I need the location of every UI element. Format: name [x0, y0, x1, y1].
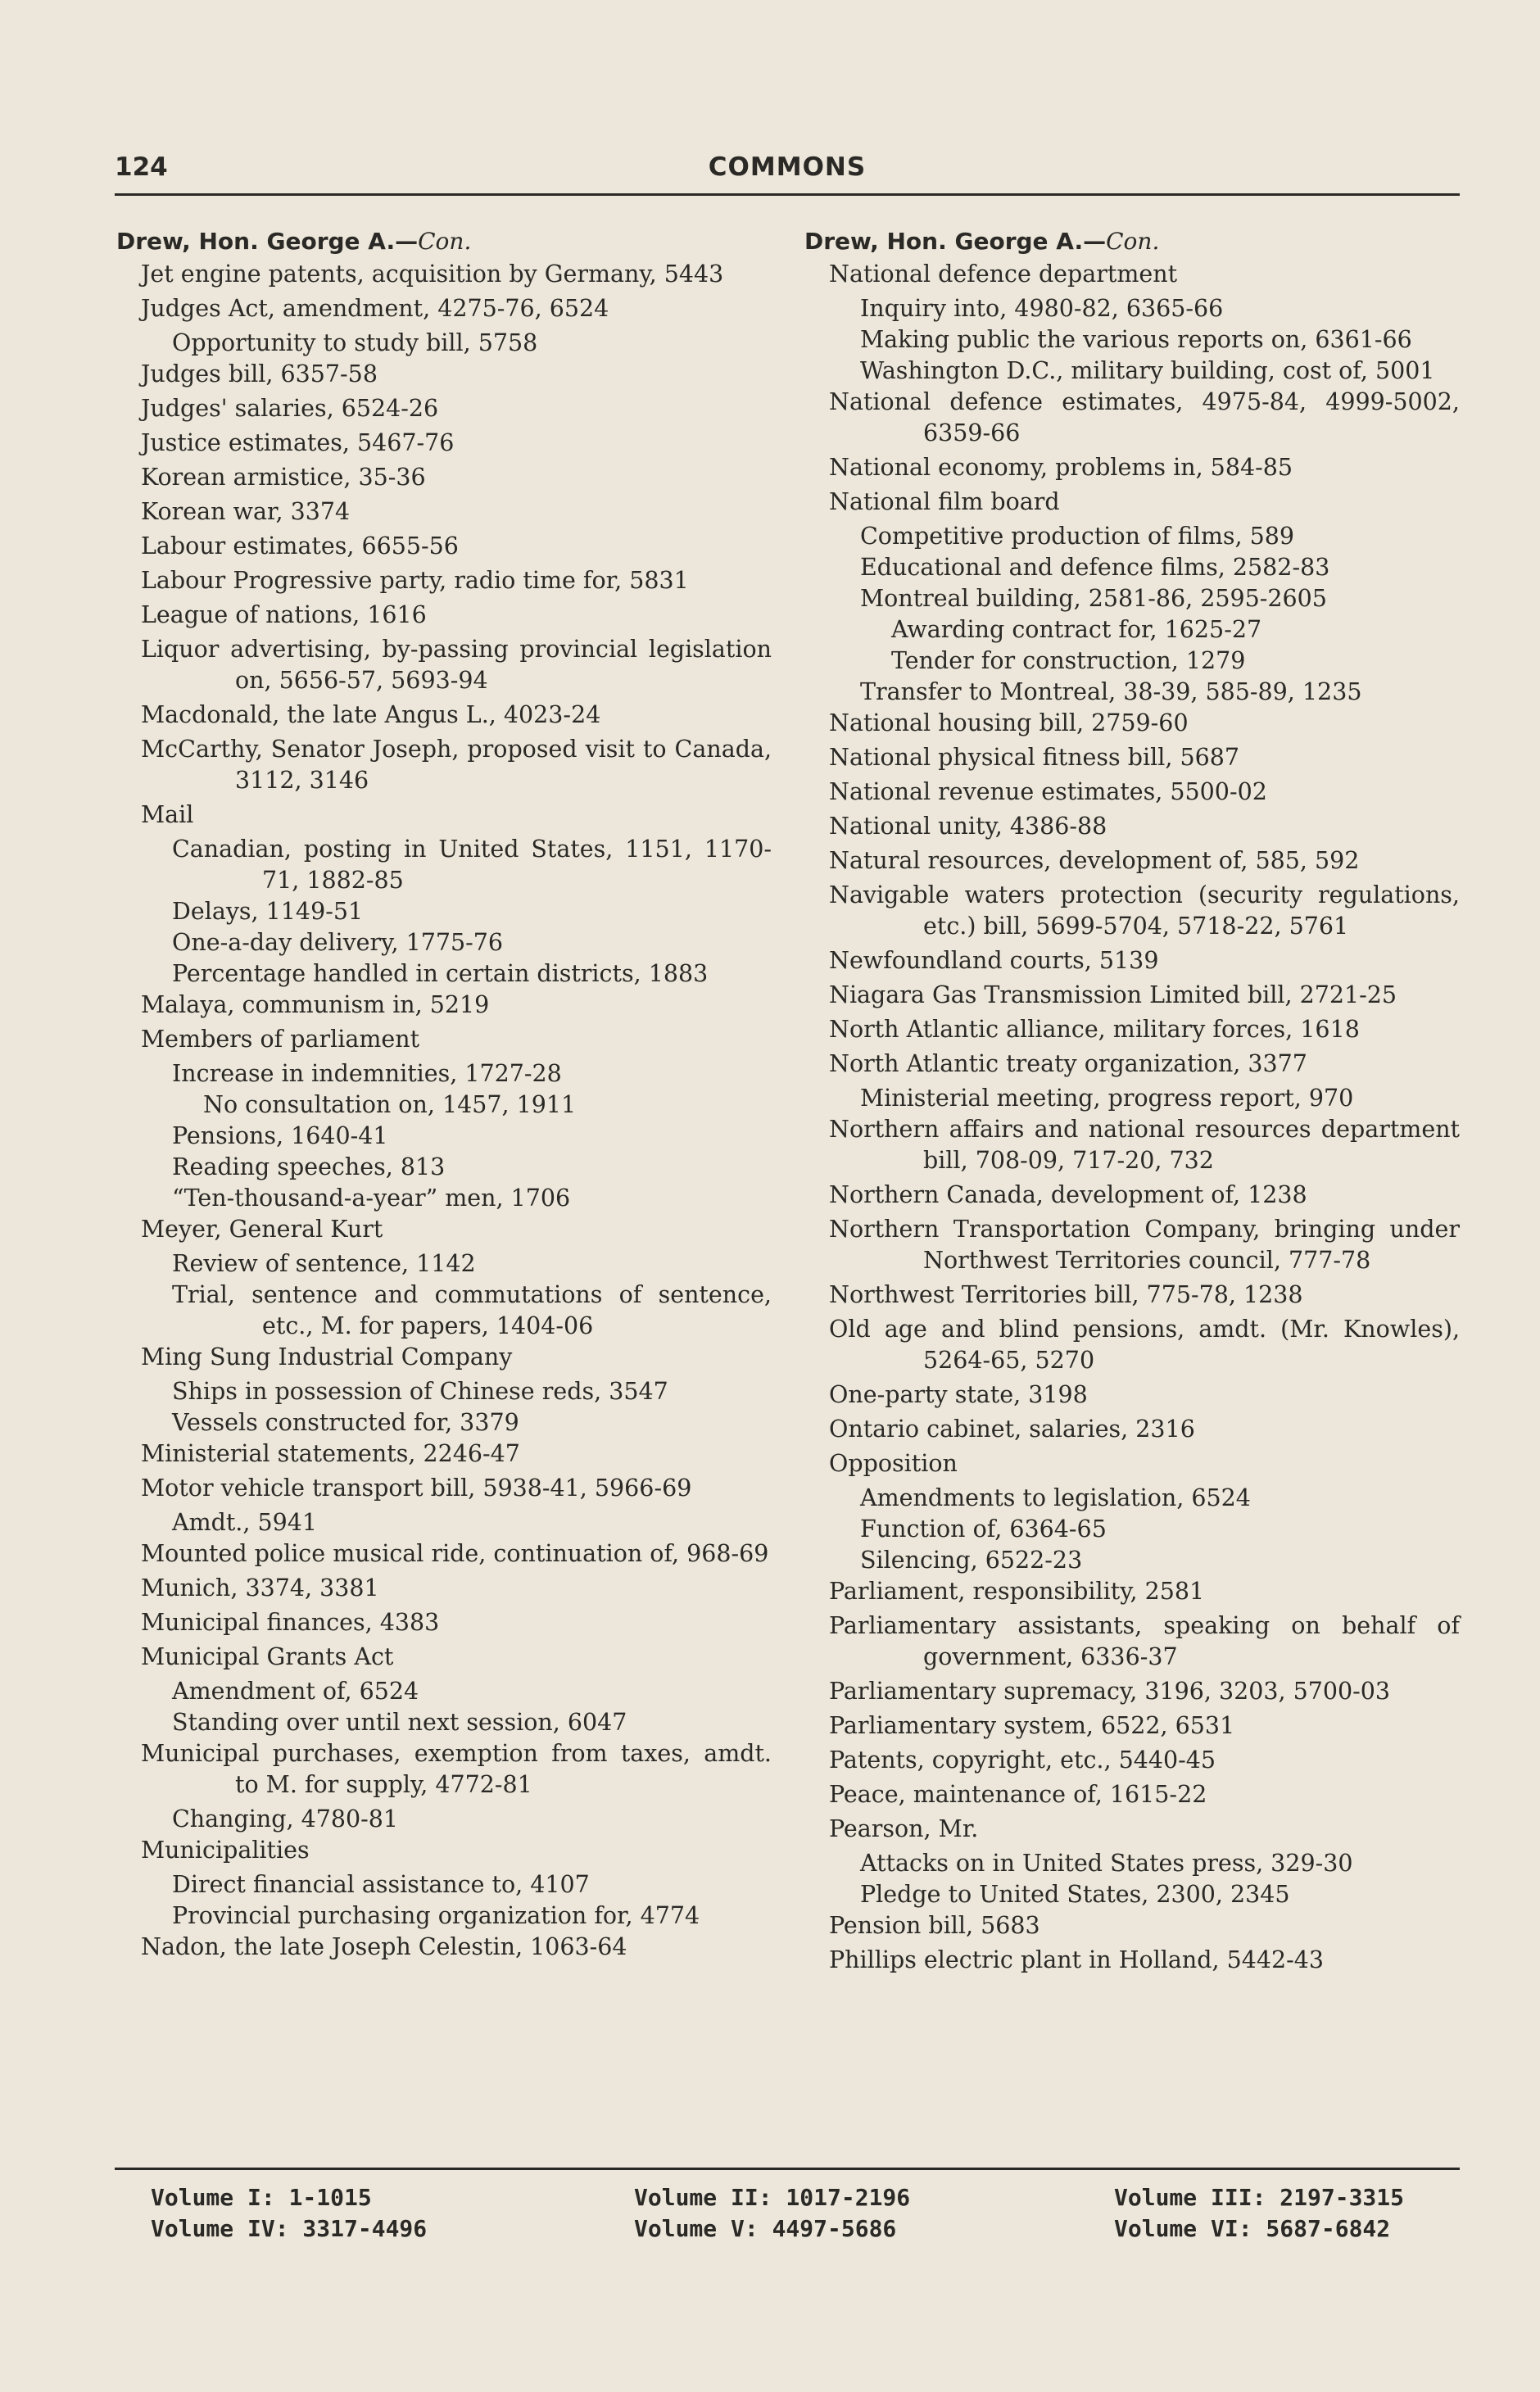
index-entry: Standing over until next session, 6047 [172, 1709, 627, 1736]
index-entry: Review of sentence, 1142 [172, 1250, 476, 1277]
index-entry: National physical fitness bill, 5687 [829, 744, 1239, 771]
index-entry: Function of, 6364-65 [860, 1515, 1107, 1543]
index-entry: “Ten-thousand-a-year” men, 1706 [172, 1185, 571, 1212]
index-entry: National revenue estimates, 5500-02 [829, 778, 1267, 805]
index-entry: Parliamentary assistants, speaking on behalf of government, 6336-37 [829, 1612, 1460, 1670]
index-entry: Motor vehicle transport bill, 5938-41, 5966-69 [141, 1475, 692, 1502]
heading-continuation: Con. [1106, 228, 1160, 255]
index-entry: Meyer, General Kurt [141, 1216, 383, 1243]
index-entry: Competitive production of films, 589 [860, 523, 1295, 550]
index-entry: Judges bill, 6357-58 [141, 360, 378, 387]
index-entry: Natural resources, development of, 585, 592 [829, 847, 1360, 874]
index-entry: Niagara Gas Transmission Limited bill, 2721-25 [829, 981, 1397, 1008]
index-entry: Washington D.C., military building, cost of, 5001 [860, 357, 1435, 384]
index-entry: Old age and blind pensions, amdt. (Mr. Knowles), 5264-65, 5270 [829, 1316, 1460, 1374]
column-heading: Drew, Hon. George A.—Con. [804, 228, 1160, 255]
volume-range: Volume VI: 5687-6842 [1114, 2215, 1391, 2242]
index-entry: National housing bill, 2759-60 [829, 709, 1189, 736]
volume-range: Volume I: 1-1015 [151, 2184, 372, 2211]
volume-range: Volume V: 4497-5686 [634, 2215, 897, 2242]
index-entry: Northwest Territories bill, 775-78, 1238 [829, 1281, 1303, 1308]
volume-range: Volume IV: 3317-4496 [151, 2215, 428, 2242]
index-entry: Municipal purchases, exemption from taxes, amdt. to M. for supply, 4772-81 [141, 1740, 772, 1798]
index-entry: Ships in possession of Chinese reds, 3547 [172, 1378, 668, 1405]
index-entry: National film board [829, 488, 1060, 515]
index-entry: Liquor advertising, by-passing provincial legislation on, 5656-57, 5693-94 [141, 636, 772, 694]
index-entry: Northern Transportation Company, bringing under Northwest Territories council, 777-78 [829, 1216, 1460, 1274]
index-entry: Malaya, communism in, 5219 [141, 991, 490, 1018]
index-entry: Direct financial assistance to, 4107 [172, 1871, 590, 1898]
index-entry: National unity, 4386-88 [829, 813, 1107, 840]
index-entry: Canadian, posting in United States, 1151, 1170-71, 1882-85 [172, 836, 772, 894]
heading-continuation: Con. [418, 228, 472, 255]
column-heading: Drew, Hon. George A.—Con. [116, 228, 472, 255]
index-entry: Silencing, 6522-23 [860, 1547, 1083, 1574]
index-entry: North Atlantic alliance, military forces, 1618 [829, 1016, 1360, 1043]
index-entry: Reading speeches, 813 [172, 1153, 446, 1180]
index-entry: Mounted police musical ride, continuation of, 968-69 [141, 1540, 769, 1567]
index-entry: Pledge to United States, 2300, 2345 [860, 1881, 1290, 1908]
index-entry: Munich, 3374, 3381 [141, 1574, 379, 1601]
index-entry: Ontario cabinet, salaries, 2316 [829, 1416, 1195, 1443]
index-entry: Ming Sung Industrial Company [141, 1343, 513, 1370]
index-entry: Delays, 1149-51 [172, 898, 364, 925]
volume-range: Volume II: 1017-2196 [634, 2184, 911, 2211]
index-entry: Parliament, responsibility, 2581 [829, 1578, 1205, 1605]
index-entry: Pension bill, 5683 [829, 1912, 1040, 1939]
index-entry: Macdonald, the late Angus L., 4023-24 [141, 701, 601, 728]
index-entry: Amendment of, 6524 [172, 1678, 419, 1705]
heading-name: Drew, Hon. George A. [804, 228, 1084, 255]
index-entry: Judges Act, amendment, 4275-76, 6524 [141, 295, 609, 322]
index-entry: Vessels constructed for, 3379 [172, 1409, 519, 1436]
heading-name: Drew, Hon. George A. [116, 228, 396, 255]
index-entry: National defence department [829, 260, 1178, 288]
index-entry: Increase in indemnities, 1727-28 [172, 1060, 562, 1087]
index-entry: Patents, copyright, etc., 5440-45 [829, 1746, 1216, 1774]
index-entries [829, 259, 1460, 1976]
index-entry: Municipal finances, 4383 [141, 1609, 440, 1636]
index-entry: Parliamentary system, 6522, 6531 [829, 1712, 1235, 1739]
index-entry: League of nations, 1616 [141, 601, 427, 628]
index-entry: North Atlantic treaty organization, 3377 [829, 1050, 1307, 1077]
index-entry: McCarthy, Senator Joseph, proposed visit to Canada, 3112, 3146 [141, 736, 772, 794]
page-number: 124 [115, 152, 168, 182]
index-entry: Opportunity to study bill, 5758 [172, 329, 538, 356]
index-entry: Amdt., 5941 [172, 1509, 318, 1536]
right-column [804, 226, 1460, 1979]
header-rule [115, 193, 1460, 196]
index-entry: Korean armistice, 35-36 [141, 464, 426, 491]
index-entry: Nadon, the late Joseph Celestin, 1063-64 [141, 1933, 627, 1960]
index-entry: Montreal building, 2581-86, 2595-2605 [860, 585, 1327, 612]
index-entry: Changing, 4780-81 [172, 1805, 399, 1833]
index-entry: National economy, problems in, 584-85 [829, 454, 1293, 481]
page-title: COMMONS [708, 152, 867, 182]
index-entry: Tender for construction, 1279 [891, 647, 1246, 674]
index-entry: Inquiry into, 4980-82, 6365-66 [860, 295, 1224, 322]
index-entry: Labour Progressive party, radio time for, 5831 [141, 567, 689, 594]
index-entry: National defence estimates, 4975-84, 4999-5002, 6359-66 [829, 388, 1460, 446]
index-entry: Newfoundland courts, 5139 [829, 947, 1159, 974]
index-entry: Municipal Grants Act [141, 1643, 394, 1670]
index-entry: Parliamentary supremacy, 3196, 3203, 5700-03 [829, 1678, 1391, 1705]
index-entry: Justice estimates, 5467-76 [141, 429, 455, 456]
index-entry: Navigable waters protection (security regulations, etc.) bill, 5699-5704, 5718-22, 5761 [829, 881, 1460, 940]
index-entry: Northern affairs and national resources department bill, 708-09, 717-20, 732 [829, 1116, 1460, 1174]
index-entry: Municipalities [141, 1837, 310, 1864]
index-entry: Transfer to Montreal, 38-39, 585-89, 1235 [860, 678, 1362, 705]
page-header [115, 152, 1460, 192]
index-entry: Members of parliament [141, 1026, 420, 1053]
index-entry: Ministerial statements, 2246-47 [141, 1440, 520, 1467]
index-entry: Trial, sentence and commutations of sentence, etc., M. for papers, 1404-06 [172, 1281, 772, 1339]
index-entry: Percentage handled in certain districts, 1883 [172, 960, 709, 987]
index-entry: Awarding contract for, 1625-27 [891, 616, 1262, 643]
index-entry: Attacks on in United States press, 329-30 [860, 1850, 1353, 1877]
index-entry: Judges' salaries, 6524-26 [141, 395, 439, 422]
index-entry: Educational and defence films, 2582-83 [860, 554, 1330, 581]
index-entry: One-party state, 3198 [829, 1381, 1088, 1408]
index-entry: Pearson, Mr. [829, 1815, 979, 1842]
index-entry: Ministerial meeting, progress report, 970 [860, 1085, 1354, 1112]
index-entry: Labour estimates, 6655-56 [141, 532, 459, 559]
footer-rule [115, 2168, 1460, 2170]
index-entry: Phillips electric plant in Holland, 5442-43 [829, 1946, 1325, 1973]
index-entry: Provincial purchasing organization for, 4774 [172, 1902, 700, 1929]
left-column [116, 226, 772, 1966]
index-entry: Mail [141, 801, 194, 828]
index-entry: Northern Canada, development of, 1238 [829, 1181, 1307, 1208]
volume-range: Volume III: 2197-3315 [1114, 2184, 1405, 2211]
index-entry: One-a-day delivery, 1775-76 [172, 929, 504, 956]
index-entry: Jet engine patents, acquisition by Germany, 5443 [141, 260, 724, 288]
index-entry: Pensions, 1640-41 [172, 1122, 388, 1149]
index-entry: Amendments to legislation, 6524 [860, 1484, 1251, 1511]
index-entry: No consultation on, 1457, 1911 [203, 1091, 577, 1118]
index-entry: Korean war, 3374 [141, 498, 351, 525]
index-entry: Peace, maintenance of, 1615-22 [829, 1781, 1207, 1808]
index-entries [141, 259, 772, 1963]
index-entry: Opposition [829, 1450, 958, 1477]
index-entry: Making public the various reports on, 6361-66 [860, 326, 1412, 353]
